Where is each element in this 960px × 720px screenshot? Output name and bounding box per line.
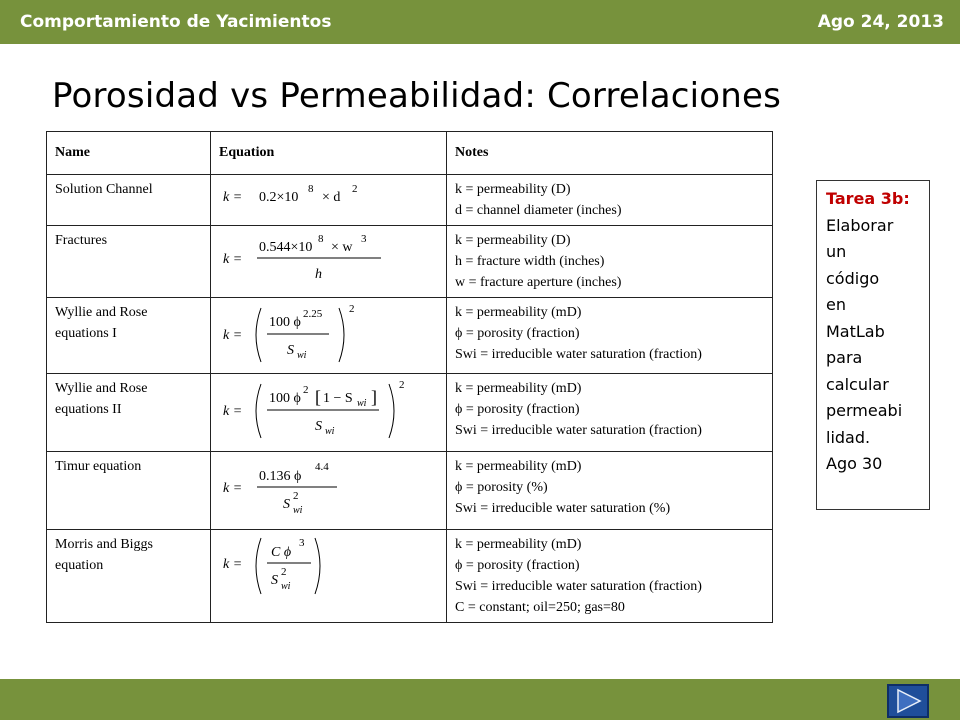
play-triangle-icon: [889, 686, 927, 716]
eq-num-exp: 8: [318, 233, 324, 245]
table-header-row: [47, 132, 773, 175]
header-bar: [0, 0, 960, 44]
equation-svg: [219, 534, 419, 600]
col-header-equation: Equation: [211, 132, 447, 175]
equation-svg: [219, 179, 419, 209]
row-notes-cell: [447, 374, 773, 452]
row-notes-cell: [447, 452, 773, 530]
left-paren: [256, 308, 261, 362]
eq-den: S: [315, 419, 322, 434]
eq-num-rest: × w: [331, 240, 353, 255]
eq-den: h: [315, 267, 322, 282]
eq-k: k =: [223, 252, 243, 267]
equation-svg: [219, 302, 419, 368]
eq-num: 0.544×10: [259, 240, 313, 255]
table-row: [47, 452, 773, 530]
eq-num-rest-exp: 3: [361, 233, 367, 245]
assignment-line: calcular: [826, 374, 889, 394]
row-name-line: Wyllie and Rose: [55, 381, 148, 396]
eq-num: 0.136 ϕ: [259, 469, 302, 484]
note-line: d = channel diameter (inches): [455, 203, 622, 218]
table-row: [47, 530, 773, 623]
note-line: k = permeability (mD): [455, 459, 582, 474]
eq-den: S: [283, 497, 290, 512]
eq-num-exp: 2.25: [303, 308, 323, 320]
left-paren: [256, 384, 261, 438]
row-name-line: equations I: [55, 326, 117, 341]
assignment-line: lidad.: [826, 427, 871, 447]
table-row: [47, 175, 773, 226]
note-line: Swi = irreducible water saturation (fraction): [455, 579, 702, 594]
eq-k: k =: [223, 328, 243, 343]
row-name-line: Wyllie and Rose: [55, 305, 148, 320]
eq-den-sub: wi: [325, 426, 335, 437]
note-line: w = fracture aperture (inches): [455, 275, 622, 290]
assignment-line: código: [826, 268, 880, 288]
note-line: k = permeability (mD): [455, 381, 582, 396]
footer-bar: [0, 679, 960, 720]
eq-coef: 0.2×10: [259, 190, 299, 205]
eq-den-sub: wi: [297, 350, 307, 361]
row-name-cell: [47, 226, 211, 298]
eq-bracket-sub: wi: [357, 398, 367, 409]
row-name-line: Timur equation: [55, 459, 142, 474]
assignment-line: permeabi: [826, 401, 903, 420]
assignment-box: [816, 180, 930, 510]
eq-rest: × d: [322, 190, 341, 205]
row-name-line: Morris and Biggs: [55, 537, 153, 552]
course-title: Comportamiento de Yacimientos: [20, 12, 332, 32]
eq-den: S: [287, 343, 294, 358]
eq-outer-exp: 2: [349, 303, 355, 315]
note-line: ϕ = porosity (fraction): [455, 402, 580, 417]
equation-solution-channel: [211, 175, 447, 226]
equation-timur: [211, 452, 447, 530]
equation-morris-biggs: [211, 530, 447, 623]
assignment-line: Elaborar: [826, 215, 894, 235]
right-paren: [389, 384, 394, 438]
table-row: [47, 298, 773, 374]
equation-wyllie-rose-1: [211, 298, 447, 374]
equation-wyllie-rose-2: [211, 374, 447, 452]
note-line: Swi = irreducible water saturation (fraction): [455, 347, 702, 362]
assignment-line: MatLab: [826, 321, 885, 341]
note-line: k = permeability (mD): [455, 305, 582, 320]
eq-rest-exp: 2: [352, 183, 358, 195]
eq-num: 100 ϕ: [269, 391, 301, 406]
eq-outer-exp: 2: [399, 379, 405, 391]
note-line: h = fracture width (inches): [455, 254, 605, 269]
eq-den-exp: 2: [293, 490, 299, 502]
close-bracket: ]: [371, 387, 377, 407]
eq-num-exp: 4.4: [315, 461, 329, 473]
row-name-cell: [47, 452, 211, 530]
row-name-line: Solution Channel: [55, 182, 153, 197]
row-notes-cell: [447, 530, 773, 623]
assignment-line: en: [826, 295, 846, 314]
eq-den-sub: wi: [293, 505, 303, 516]
equation-svg: [219, 456, 419, 518]
row-name-cell: [47, 374, 211, 452]
eq-den-sub: wi: [281, 581, 291, 592]
note-line: Swi = irreducible water saturation (fraction): [455, 423, 702, 438]
note-line: Swi = irreducible water saturation (%): [455, 501, 671, 516]
note-line: ϕ = porosity (fraction): [455, 558, 580, 573]
header-date: Ago 24, 2013: [817, 12, 944, 32]
open-bracket: [: [315, 387, 321, 407]
right-paren: [339, 308, 344, 362]
equation-svg: [219, 378, 419, 444]
assignment-heading: Tarea 3b:: [826, 189, 910, 208]
row-name-cell: [47, 175, 211, 226]
note-line: C = constant; oil=250; gas=80: [455, 600, 625, 615]
left-paren: [256, 538, 261, 594]
col-header-name: Name: [47, 132, 211, 175]
row-notes-cell: [447, 226, 773, 298]
eq-k: k =: [223, 404, 243, 419]
correlations-table: [46, 131, 773, 623]
note-line: ϕ = porosity (fraction): [455, 326, 580, 341]
row-name-line: Fractures: [55, 233, 108, 248]
eq-k: k =: [223, 481, 243, 496]
assignment-line: para: [826, 348, 863, 367]
eq-k: k =: [223, 557, 243, 572]
row-name-line: equations II: [55, 402, 122, 417]
eq-exp: 8: [308, 183, 314, 195]
row-name-line: equation: [55, 558, 104, 573]
eq-num-exp: 2: [303, 384, 309, 396]
table-row: [47, 226, 773, 298]
eq-k: k =: [223, 190, 243, 205]
note-line: k = permeability (mD): [455, 537, 582, 552]
eq-bracket: 1 − S: [323, 391, 353, 406]
note-line: ϕ = porosity (%): [455, 480, 548, 495]
eq-num: 100 ϕ: [269, 315, 301, 330]
eq-num-exp: 3: [299, 537, 305, 549]
equation-svg: [219, 230, 419, 286]
eq-num: C ϕ: [271, 545, 292, 560]
slide-title: Porosidad vs Permeabilidad: Correlaciones: [52, 76, 782, 116]
right-paren: [315, 538, 320, 594]
assignment-line: un: [826, 242, 847, 261]
eq-den-exp: 2: [281, 566, 287, 578]
next-slide-button[interactable]: [887, 684, 929, 718]
table-row: [47, 374, 773, 452]
assignment-line: Ago 30: [826, 454, 883, 473]
equation-fractures: [211, 226, 447, 298]
row-notes-cell: [447, 175, 773, 226]
row-notes-cell: [447, 298, 773, 374]
row-name-cell: [47, 298, 211, 374]
eq-den: S: [271, 573, 278, 588]
note-line: k = permeability (D): [455, 233, 571, 248]
note-line: k = permeability (D): [455, 182, 571, 197]
col-header-notes: Notes: [447, 132, 773, 175]
row-name-cell: [47, 530, 211, 623]
